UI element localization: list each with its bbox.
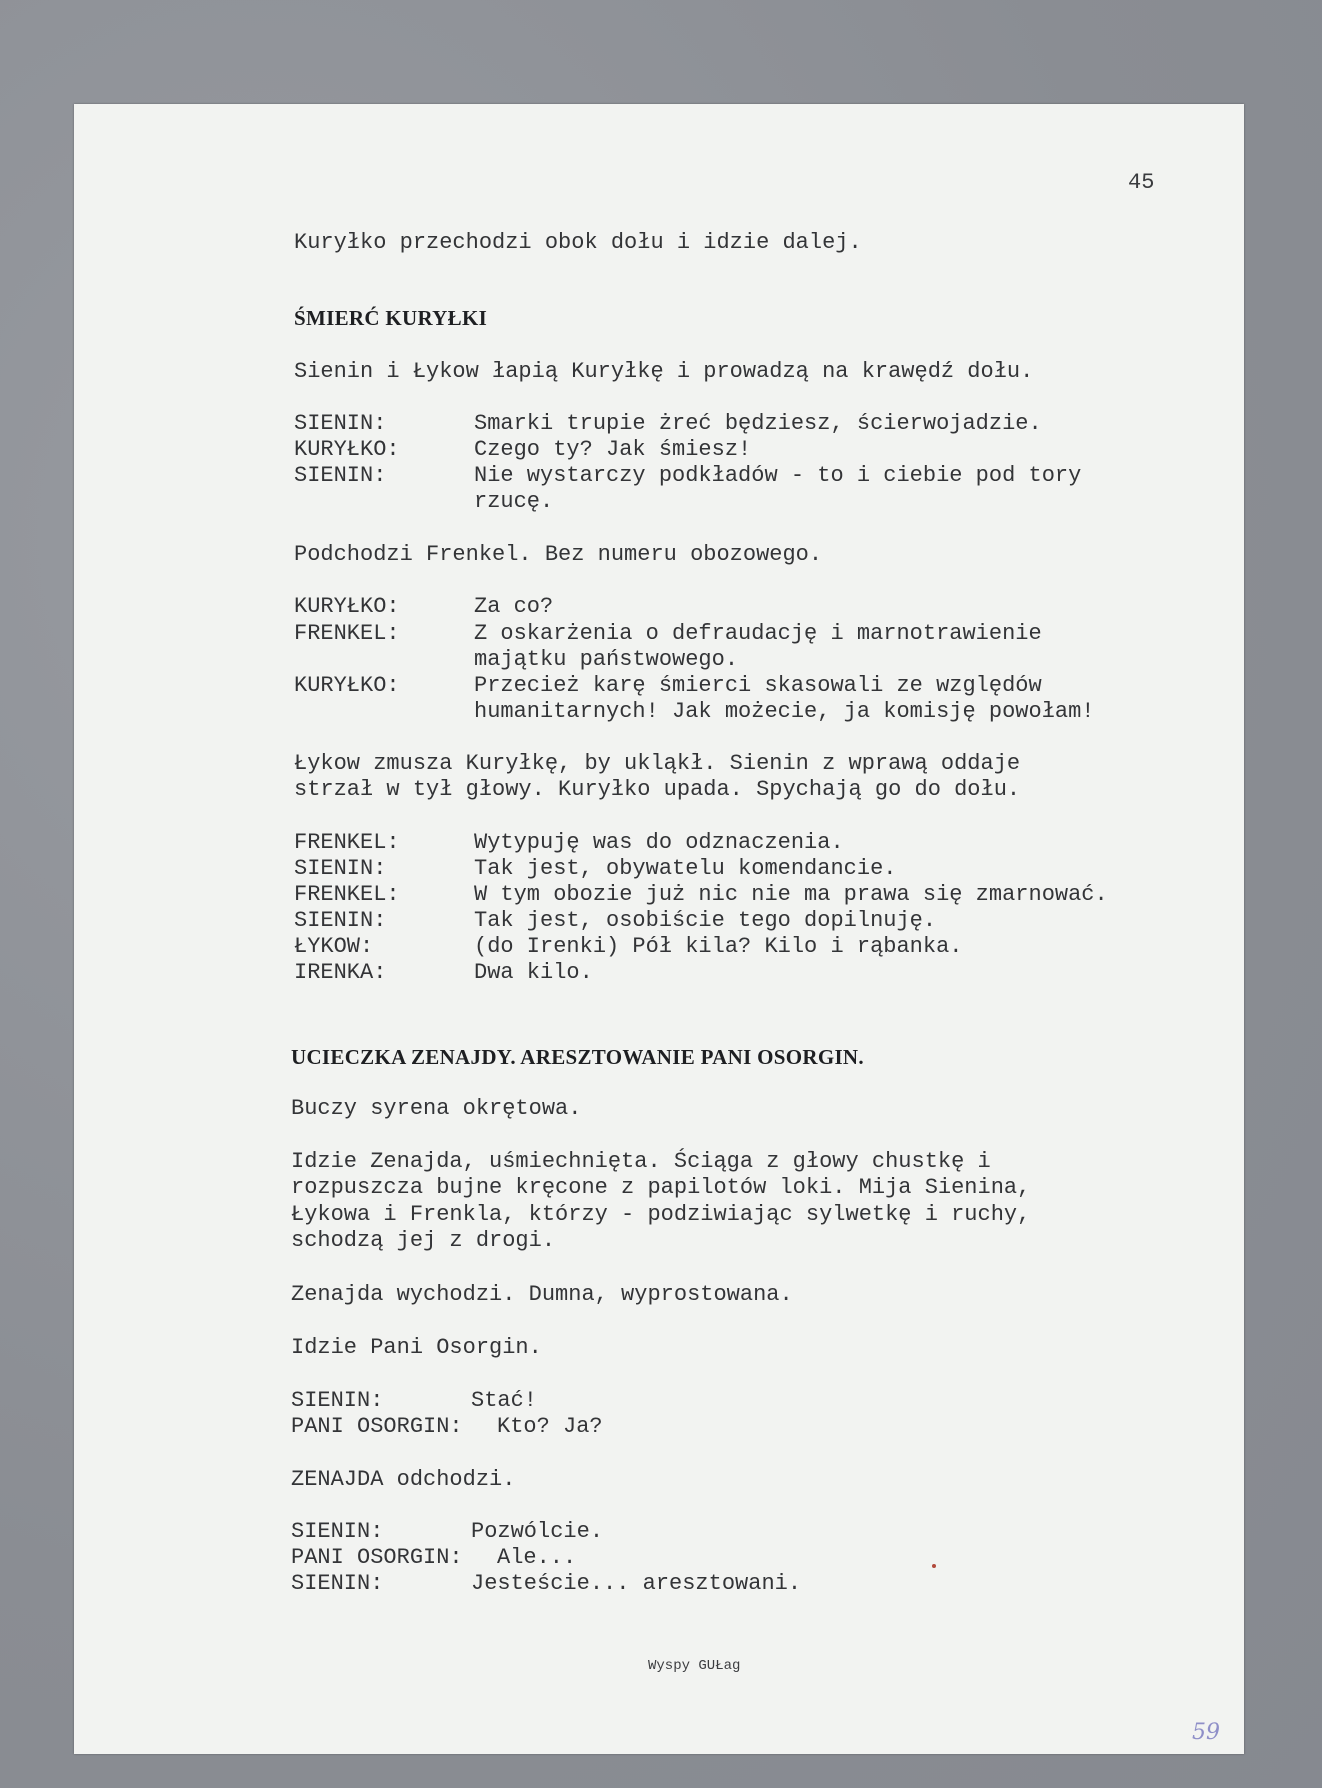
dialogue-line: Smarki trupie żreć będziesz, ścierwojadzie. xyxy=(474,411,1042,436)
handwritten-page-mark: 59 xyxy=(1192,1720,1220,1745)
dialogue-speaker: IRENKA: xyxy=(294,960,387,985)
dialogue-line: Tak jest, osobiście tego dopilnuję. xyxy=(474,908,937,933)
stage-direction: Idzie Pani Osorgin. xyxy=(291,1335,542,1360)
page-number: 45 xyxy=(1128,170,1155,195)
dialogue-line: Wytypuję was do odznaczenia. xyxy=(474,830,844,855)
dialogue-line: Tak jest, obywatelu komendancie. xyxy=(474,856,897,881)
dialogue-line: Dwa kilo. xyxy=(474,960,593,985)
stage-direction: Buczy syrena okrętowa. xyxy=(291,1096,582,1121)
dialogue-speaker: PANI OSORGIN: xyxy=(291,1545,463,1570)
dialogue-speaker: SIENIN: xyxy=(291,1571,384,1596)
dialogue-line: (do Irenki) Pół kila? Kilo i rąbanka. xyxy=(474,934,963,959)
dialogue-line: Stać! xyxy=(471,1388,538,1413)
dialogue-speaker: SIENIN: xyxy=(294,463,387,488)
dialogue-speaker: KURYŁKO: xyxy=(294,594,400,619)
stage-direction: Łykow zmusza Kuryłkę, by ukląkł. Sienin z wprawą oddaje xyxy=(294,751,1021,776)
stage-direction: Zenajda wychodzi. Dumna, wyprostowana. xyxy=(291,1282,793,1307)
dialogue-speaker: PANI OSORGIN: xyxy=(291,1414,463,1439)
stage-direction: Idzie Zenajda, uśmiechnięta. Ściąga z głowy chustkę i xyxy=(291,1149,991,1174)
dialogue-speaker: KURYŁKO: xyxy=(294,437,400,462)
dialogue-line: W tym obozie już nic nie ma prawa się zmarnować. xyxy=(474,882,1108,907)
ink-speck xyxy=(932,1564,936,1568)
dialogue-line: humanitarnych! Jak możecie, ja komisję powołam! xyxy=(474,699,1095,724)
scene-heading: ŚMIERĆ KURYŁKI xyxy=(294,306,488,330)
dialogue-line: Za co? xyxy=(474,594,554,619)
stage-direction: rozpuszcza bujne kręcone z papilotów loki. Mija Sienina, xyxy=(291,1175,1031,1200)
dialogue-line: rzucę. xyxy=(474,489,554,514)
dialogue-line: Przecież karę śmierci skasowali ze względów xyxy=(474,673,1042,698)
dialogue-line: Kto? Ja? xyxy=(497,1414,603,1439)
dialogue-speaker: FRENKEL: xyxy=(294,882,400,907)
stage-direction: Sienin i Łykow łapią Kuryłkę i prowadzą na krawędź dołu. xyxy=(294,359,1034,384)
stage-direction: Podchodzi Frenkel. Bez numeru obozowego. xyxy=(294,542,823,567)
dialogue-speaker: SIENIN: xyxy=(294,411,387,436)
dialogue-speaker: FRENKEL: xyxy=(294,621,400,646)
dialogue-speaker: SIENIN: xyxy=(294,908,387,933)
dialogue-line: Pozwólcie. xyxy=(471,1519,604,1544)
stage-direction: Kuryłko przechodzi obok dołu i idzie dalej. xyxy=(294,230,862,255)
dialogue-line: Czego ty? Jak śmiesz! xyxy=(474,437,752,462)
scene-heading: UCIECZKA ZENAJDY. ARESZTOWANIE PANI OSORGIN. xyxy=(291,1045,864,1069)
dialogue-speaker: ŁYKOW: xyxy=(294,934,374,959)
dialogue-line: Ale... xyxy=(497,1545,577,1570)
dialogue-speaker: SIENIN: xyxy=(291,1519,384,1544)
stage-direction: strzał w tył głowy. Kuryłko upada. Spychają go do dołu. xyxy=(294,777,1021,802)
dialogue-line: majątku państwowego. xyxy=(474,647,739,672)
dialogue-line: Z oskarżenia o defraudację i marnotrawienie xyxy=(474,621,1042,646)
dialogue-speaker: FRENKEL: xyxy=(294,830,400,855)
stage-direction: ZENAJDA odchodzi. xyxy=(291,1467,516,1492)
stage-direction: Łykowa i Frenkla, którzy - podziwiając sylwetkę i ruchy, xyxy=(291,1202,1031,1227)
stage-direction: schodzą jej z drogi. xyxy=(291,1228,556,1253)
dialogue-speaker: SIENIN: xyxy=(294,856,387,881)
dialogue-line: Jesteście... aresztowani. xyxy=(471,1571,802,1596)
dialogue-speaker: KURYŁKO: xyxy=(294,673,400,698)
script-page xyxy=(74,104,1244,1754)
dialogue-line: Nie wystarczy podkładów - to i ciebie pod tory xyxy=(474,463,1082,488)
page-footer: Wyspy GUŁag xyxy=(648,1658,741,1674)
dialogue-speaker: SIENIN: xyxy=(291,1388,384,1413)
